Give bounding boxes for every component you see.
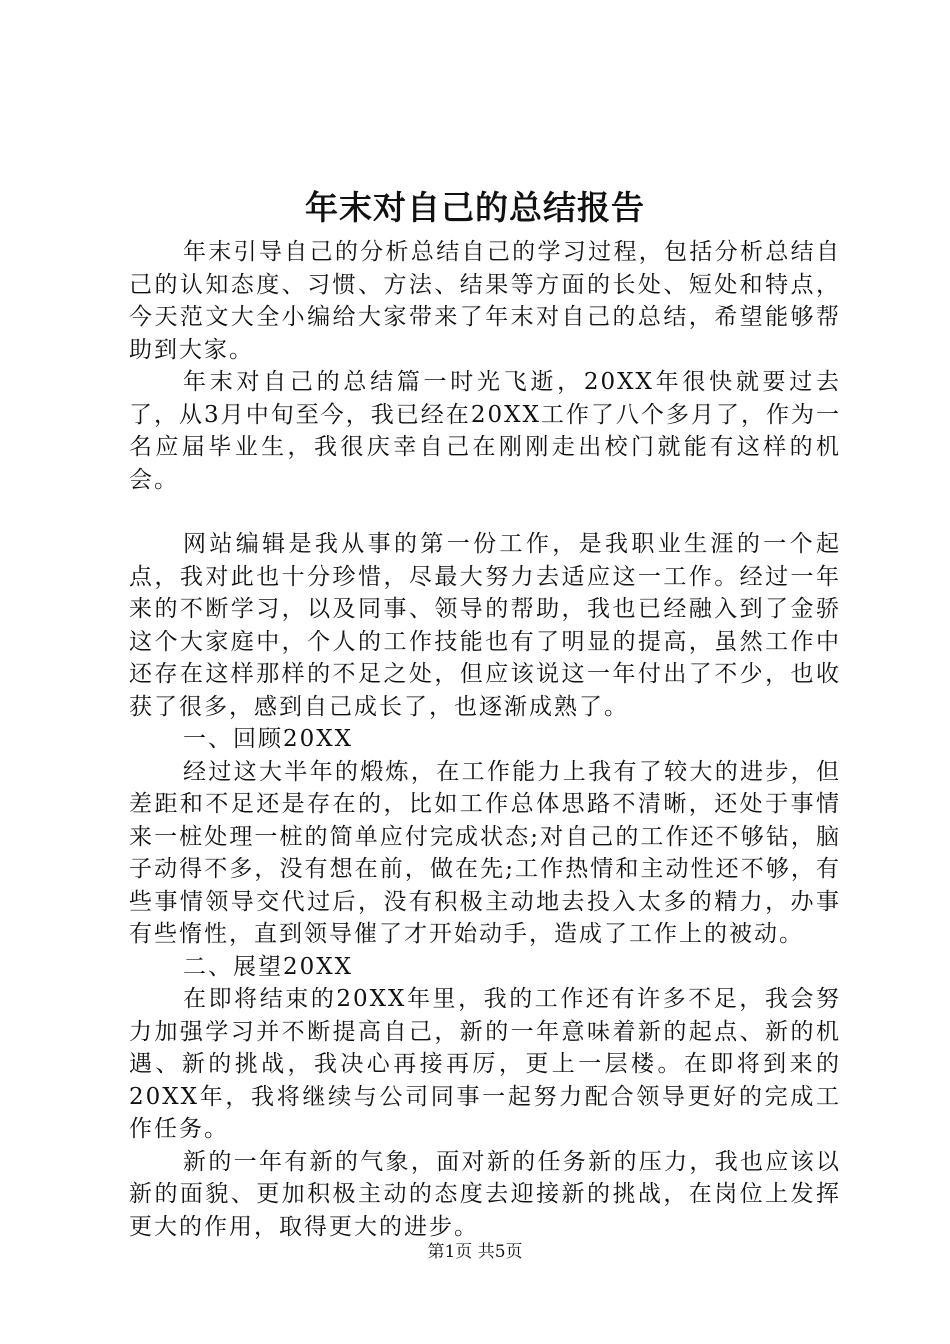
section-heading-review: 一、回顾20XX	[183, 726, 354, 752]
work-paragraph: 网站编辑是我从事的第一份工作，是我职业生涯的一个起点，我对此也十分珍惜，尽最大努力去适应这一工作。经过一年来的不断学习，以及同事、领导的帮助，我也已经融入到了金骄这个大家庭中，个人的工作技能也有了明显的提高，虽然工作中还存在这样那样的不足之处，但应该说这一年付出了不少，也收获了很多，感到自己成长了，也逐渐成熟了。	[129, 531, 841, 720]
intro-paragraph: 年末引导自己的分析总结自己的学习过程，包括分析总结自己的认知态度、习惯、方法、结果等方面的长处、短处和特点，今天范文大全小编给大家带来了年末对自己的总结，希望能够帮助到大家。	[129, 239, 841, 363]
closing-paragraph: 新的一年有新的气象，面对新的任务新的压力，我也应该以新的面貌、更加积极主动的态度去迎接新的挑战，在岗位上发挥更大的作用，取得更大的进步。	[129, 1148, 841, 1240]
document-body	[129, 236, 841, 1243]
section-heading-outlook: 二、展望20XX	[183, 953, 354, 980]
page-footer: 第1页 共5页	[427, 1242, 523, 1262]
outlook-paragraph: 在即将结束的20XX年里，我的工作还有许多不足，我会努力加强学习并不断提高自己，新的一年意味着新的起点、新的机遇、新的挑战，我决心再接再厉，更上一层楼。在即将到来的20XX年，我将继续与公司同事一起努力配合领导更好的完成工作任务。	[129, 986, 841, 1142]
review-paragraph: 经过这大半年的煅炼，在工作能力上我有了较大的进步，但差距和不足还是存在的，比如工作总体思路不清晰，还处于事情来一桩处理一桩的简单应付完成状态;对自己的工作还不够钻，脑子动得不多，没有想在前，做在先;工作热情和主动性还不够，有些事情领导交代过后，没有积极主动地去投入太多的精力，办事有些惰性，直到领导催了才开始动手，造成了工作上的被动。	[129, 758, 841, 947]
opening-paragraph: 年末对自己的总结篇一时光飞逝，20XX年很快就要过去了，从3月中旬至今，我已经在20XX工作了八个多月了，作为一名应届毕业生，我很庆幸自己在刚刚走出校门就能有这样的机会。	[129, 369, 841, 493]
document-title: 年末对自己的总结报告	[305, 188, 645, 227]
